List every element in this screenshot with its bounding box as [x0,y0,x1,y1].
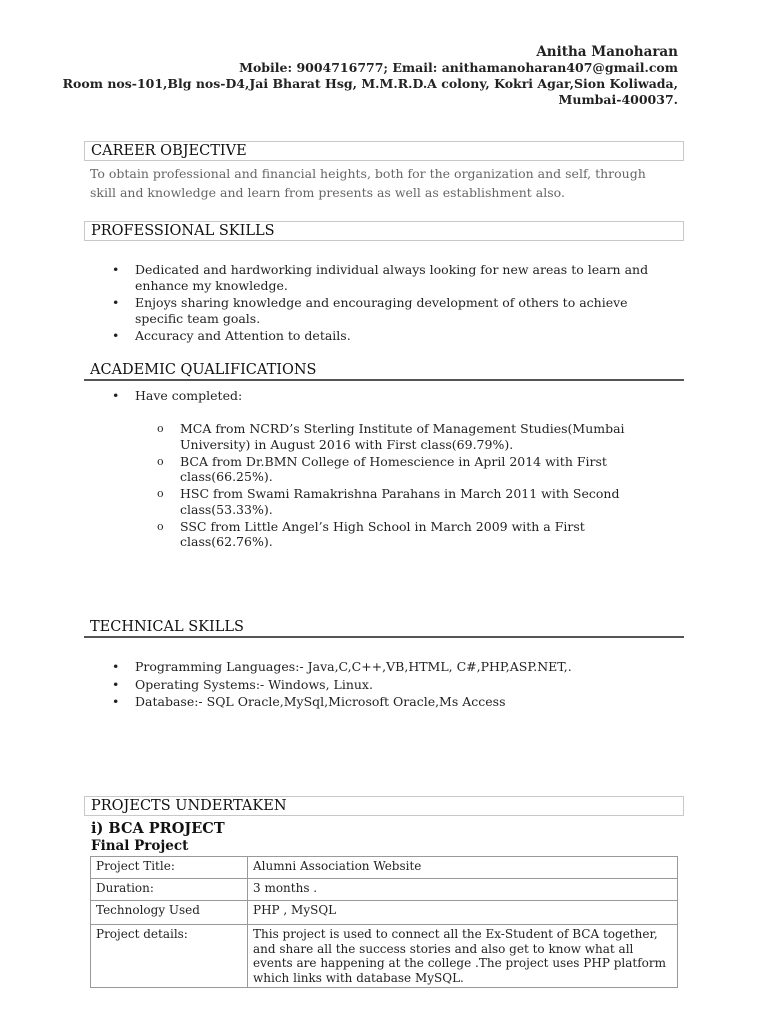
table-cell-value: Alumni Association Website [248,857,678,879]
list-item: • Accuracy and Attention to details. [110,328,670,344]
table-row [91,857,678,879]
list-item: • Have completed: [110,388,670,404]
projects-heading: PROJECTS UNDERTAKEN [84,796,684,816]
career-objective-text: To obtain professional and financial heights, both for the organization and self, through skill and knowledge and learn from presents as well as establishment also. [90,166,646,200]
list-item: • Operating Systems:- Windows, Linux. [110,677,670,693]
candidate-name: Anitha Manoharan [536,44,678,60]
table-row [91,925,678,988]
list-item: o SSC from Little Angel’s High School in March 2009 with a First class(62.76%). [155,519,675,550]
career-objective-heading: CAREER OBJECTIVE [84,141,684,161]
contact-line: Mobile: 9004716777; Email: anithamanoharan407@gmail.com [239,60,678,75]
table-cell-value: 3 months . [248,879,678,901]
table-cell-value: This project is used to connect all the Ex-Student of BCA together, and share all the success stories and also get to know what all events are happening at the college .The project uses PHP platform which links with database MySQL. [248,925,678,988]
professional-skills-list [110,262,670,346]
professional-skills-heading: PROFESSIONAL SKILLS [84,221,684,241]
list-item: o MCA from NCRD’s Sterling Institute of Management Studies(Mumbai University) in August 2016 with First class(69.79%). [155,421,675,452]
project-table [90,856,678,988]
technical-skills-list [110,659,670,712]
table-cell-key: Project details: [91,925,248,988]
address-line-2: Mumbai-400037. [558,92,678,107]
table-cell-value: PHP , MySQL [248,901,678,925]
list-item: o BCA from Dr.BMN College of Homescience in April 2014 with First class(66.25%). [155,454,675,485]
project-subtitle: i) BCA PROJECT [91,820,225,837]
list-item: • Dedicated and hardworking individual always looking for new areas to learn and enhance my knowledge. [110,262,670,293]
table-cell-key: Project Title: [91,857,248,879]
contact-header [63,44,678,108]
academic-intro-list [110,388,670,406]
list-item: • Enjoys sharing knowledge and encouraging development of others to achieve specific team goals. [110,295,670,326]
table-cell-key: Duration: [91,879,248,901]
list-item: o HSC from Swami Ramakrishna Parahans in March 2011 with Second class(53.33%). [155,486,675,517]
list-item: • Database:- SQL Oracle,MySql,Microsoft Oracle,Ms Access [110,694,670,710]
academic-heading: ACADEMIC QUALIFICATIONS [84,361,684,381]
project-type: Final Project [91,838,189,854]
academic-qualifications-list [155,421,675,551]
table-cell-key: Technology Used [91,901,248,925]
address-line-1: Room nos-101,Blg nos-D4,Jai Bharat Hsg, M.M.R.D.A colony, Kokri Agar,Sion Koliwada, [62,76,678,91]
technical-skills-heading: TECHNICAL SKILLS [84,618,684,638]
table-row [91,879,678,901]
table-row [91,901,678,925]
list-item: • Programming Languages:- Java,C,C++,VB,HTML, C#,PHP,ASP.NET,. [110,659,670,675]
